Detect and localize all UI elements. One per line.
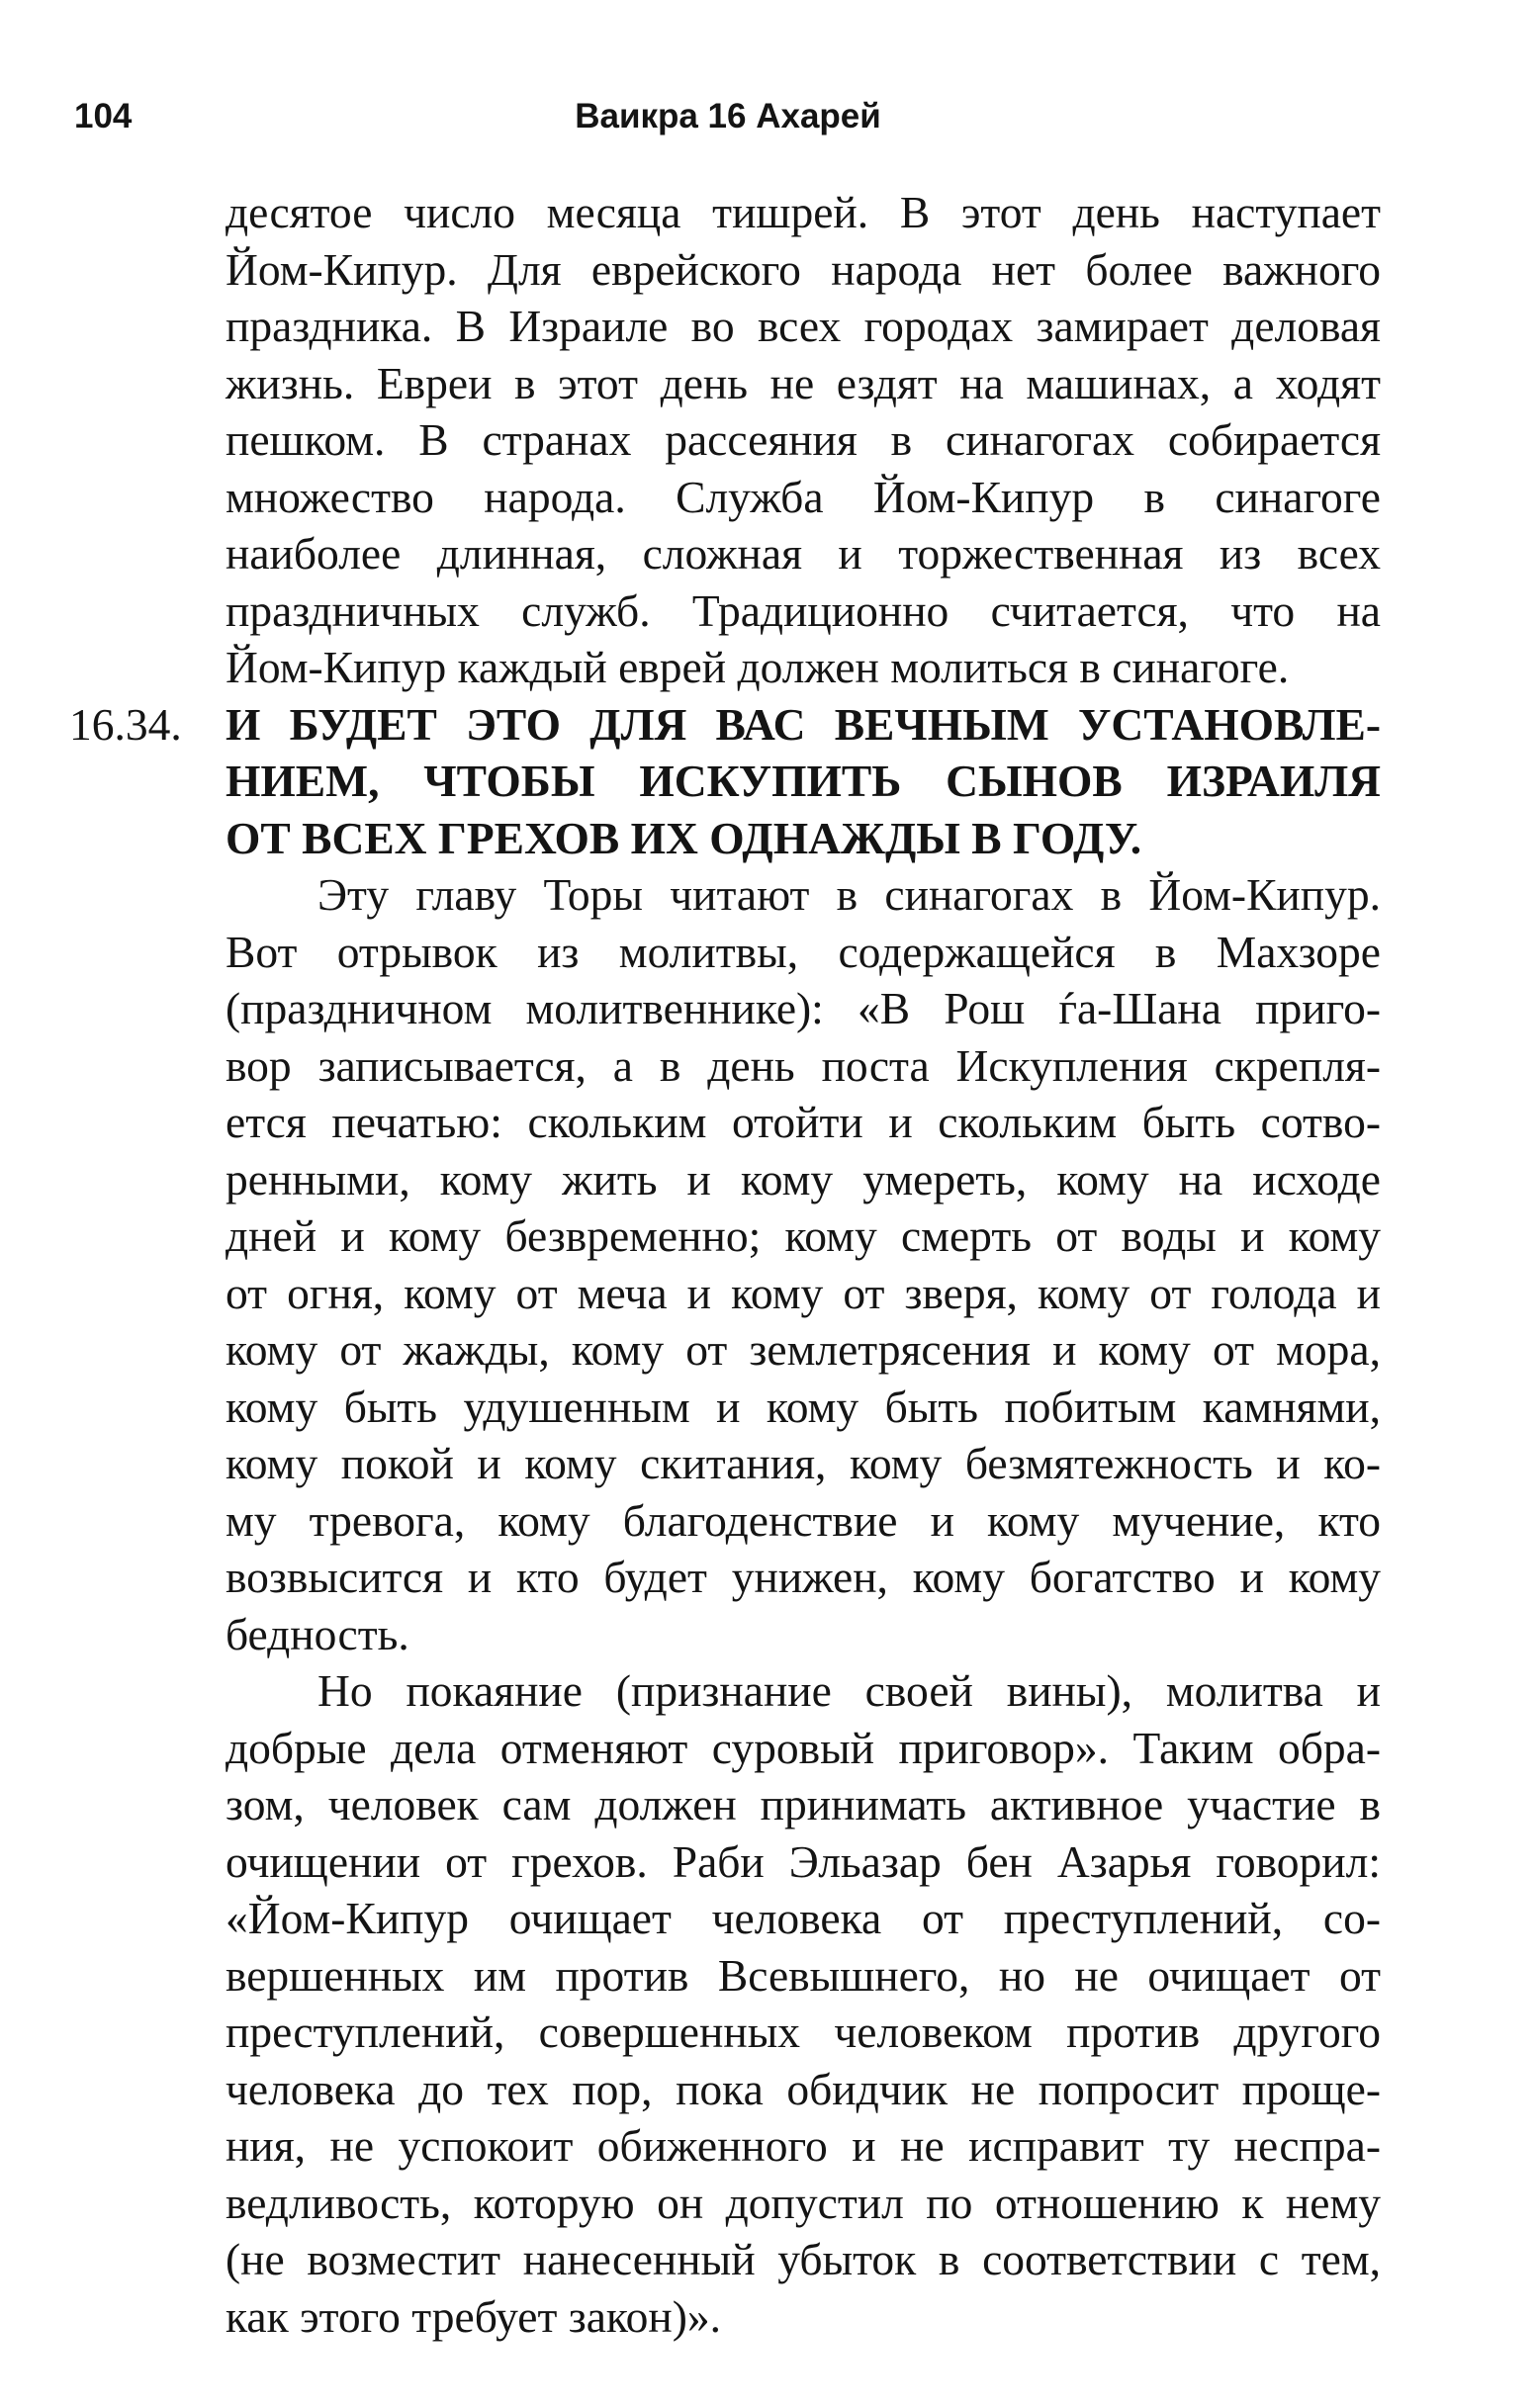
text-line: десятое число месяца тишрей. В этот день наступает xyxy=(226,187,1381,237)
text-line: добрые дела отменяют суровый приговор». Таким обра- xyxy=(226,1722,1381,1773)
page-number: 104 xyxy=(74,97,133,135)
text-line: Вот отрывок из молитвы, содержащейся в Махзоре xyxy=(226,926,1381,977)
text-line: праздничных служб. Традиционно считается, что на xyxy=(226,584,1381,636)
paragraph-machzor-quote xyxy=(226,866,1381,1662)
text-line: жизнь. Евреи в этот день не ездят на машинах, а ходят xyxy=(226,357,1381,408)
text-line: возвысится и кто будет унижен, кому богатство и кому xyxy=(226,1552,1381,1602)
text-line: преступлений, совершенных человеком против другого xyxy=(226,2007,1381,2057)
text-line: очищении от грехов. Раби Эльазар бен Азарья говорил: xyxy=(226,1835,1381,1887)
verse-line: НИЕМ, ЧТОБЫ ИСКУПИТЬ СЫНОВ ИЗРАИЛЯ xyxy=(226,756,1381,806)
text-line: (праздничном молитвеннике): «В Рош ѓа-Шана приго- xyxy=(226,983,1381,1033)
verse-line: ОТ ВСЕХ ГРЕХОВ ИХ ОДНАЖДЫ В ГОДУ. xyxy=(226,812,1142,863)
text-line: праздника. В Израиле во всех городах замирает деловая xyxy=(226,301,1381,351)
text-line: Эту главу Торы читают в синагогах в Йом-Кипур. xyxy=(317,869,1381,920)
text-line: наиболее длинная, сложная и торжественная из всех xyxy=(226,528,1381,579)
text-line: Но покаяние (признание своей вины), молитва и xyxy=(317,1665,1381,1716)
text-line: человека до тех пор, пока обидчик не попросит проще- xyxy=(226,2063,1381,2114)
text-line: му тревога, кому благоденствие и кому мучение, кто xyxy=(226,1494,1381,1546)
text-line: ется печатью: скольким отойти и скольким быть сотво- xyxy=(226,1097,1381,1147)
text-line: кому быть удушенным и кому быть побитым камнями, xyxy=(226,1381,1381,1432)
running-title: Ваикра 16 Ахарей xyxy=(575,97,881,135)
text-line: ренными, кому жить и кому умереть, кому на исходе xyxy=(226,1153,1381,1204)
text-line: вор записывается, а в день поста Искупления скрепля- xyxy=(226,1039,1381,1091)
text-line: бедность. xyxy=(226,1608,409,1659)
text-line: вершенных им против Всевышнего, но не очищает от xyxy=(226,1949,1381,2001)
paragraph-commentary-continued xyxy=(226,184,1381,696)
text-line: множество народа. Служба Йом-Кипур в синагоге xyxy=(226,471,1381,522)
text-line: ния, не успокоит обиженного и не исправит ту неспра- xyxy=(226,2120,1381,2171)
text-line: пешком. В странах рассеяния в синагогах собирается xyxy=(226,414,1381,465)
text-line: Йом-Кипур. Для еврейского народа нет более важного xyxy=(226,243,1381,295)
text-line: кому покой и кому скитания, кому безмятежность и ко- xyxy=(226,1438,1381,1488)
text-line: ведливость, которую он допустил по отношению к нему xyxy=(226,2177,1381,2228)
text-line: дней и кому безвременно; кому смерть от воды и кому xyxy=(226,1210,1381,1261)
verse-number: 16.34. xyxy=(69,698,182,750)
verse-16-34 xyxy=(69,696,1381,867)
paragraph-repentance xyxy=(226,1662,1381,2345)
text-line: (не возместит нанесенный убыток в соответствии с тем, xyxy=(226,2234,1381,2284)
text-line: зом, человек сам должен принимать активное участие в xyxy=(226,1779,1381,1829)
text-line: кому от жажды, кому от землетрясения и кому от мора, xyxy=(226,1324,1381,1375)
body-text xyxy=(69,184,1381,2345)
text-line: «Йом-Кипур очищает человека от преступлений, со- xyxy=(226,1893,1381,1943)
text-line: Йом-Кипур каждый еврей должен молиться в синагоге. xyxy=(226,642,1290,692)
text-line: как этого требует закон)». xyxy=(226,2290,722,2342)
running-head xyxy=(74,87,1382,146)
text-line: от огня, кому от меча и кому от зверя, кому от голода и xyxy=(226,1267,1381,1318)
verse-line: И БУДЕТ ЭТО ДЛЯ ВАС ВЕЧНЫМ УСТАНОВЛЕ- xyxy=(226,698,1381,750)
